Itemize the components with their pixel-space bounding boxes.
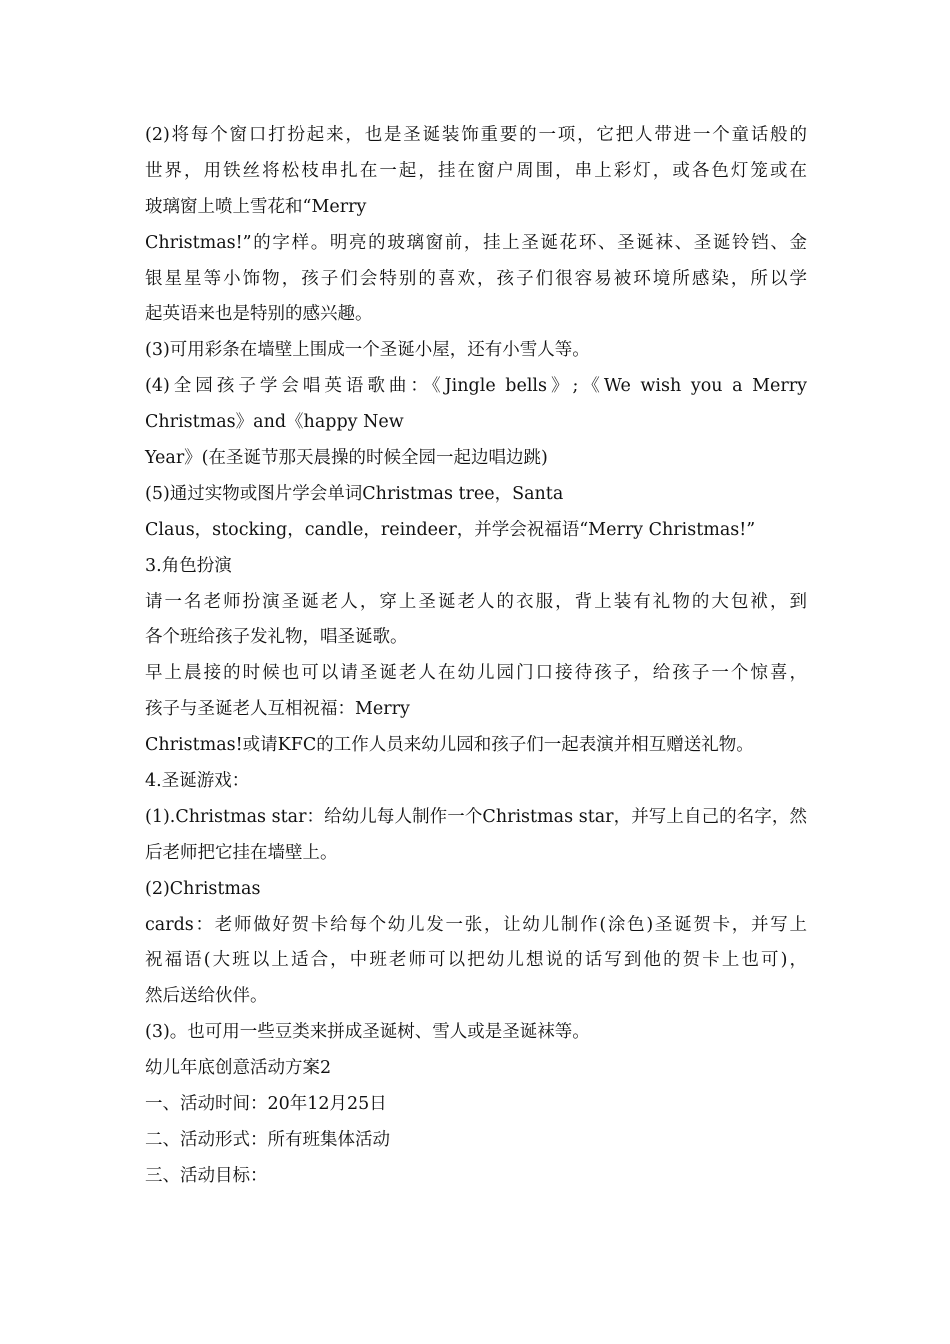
text-line: (2)将每个窗口打扮起来，也是圣诞装饰重要的一项，它把人带进一个童话般的 bbox=[145, 125, 807, 145]
text-line: 二、活动形式：所有班集体活动 bbox=[145, 1129, 390, 1150]
text-line: 孩子与圣诞老人互相祝福：Merry bbox=[145, 699, 410, 720]
text-line: cards：老师做好贺卡给每个幼儿发一张，让幼儿制作(涂色)圣诞贺卡，并写上 bbox=[145, 914, 807, 935]
text-line: Year》(在圣诞节那天晨操的时候全园一起边唱边跳) bbox=[145, 448, 548, 469]
text-line: 各个班给孩子发礼物，唱圣诞歌。 bbox=[145, 627, 408, 648]
text-line: 3.角色扮演 bbox=[145, 555, 232, 576]
text-line: 然后送给伙伴。 bbox=[145, 986, 268, 1007]
text-line: Claus，stocking，candle，reindeer，并学会祝福语“Merry Christmas!” bbox=[145, 519, 756, 540]
text-line: (4)全园孩子学会唱英语歌曲：《Jingle bells》;《We wish you a Merry bbox=[145, 376, 807, 397]
text-line: 三、活动目标： bbox=[145, 1165, 268, 1186]
text-line: 幼儿年底创意活动方案2 bbox=[145, 1058, 332, 1079]
text-line: (3)。也可用一些豆类来拼成圣诞树、雪人或是圣诞袜等。 bbox=[145, 1022, 590, 1043]
text-line: 请一名老师扮演圣诞老人，穿上圣诞老人的衣服，背上装有礼物的大包袱，到 bbox=[145, 591, 807, 612]
text-line: 后老师把它挂在墙壁上。 bbox=[145, 842, 338, 863]
text-line: (5)通过实物或图片学会单词Christmas tree，Santa bbox=[145, 483, 564, 504]
text-line: 玻璃窗上喷上雪花和“Merry bbox=[145, 196, 367, 217]
document-body bbox=[145, 118, 807, 1195]
text-line: Christmas》and《happy New bbox=[145, 412, 404, 433]
text-line: 一、活动时间：20年12月25日 bbox=[145, 1094, 387, 1115]
text-line: Christmas!”的字样。明亮的玻璃窗前，挂上圣诞花环、圣诞袜、圣诞铃铛、金 bbox=[145, 232, 807, 253]
text-line: 起英语来也是特别的感兴趣。 bbox=[145, 304, 373, 325]
text-line: 早上晨接的时候也可以请圣诞老人在幼儿园门口接待孩子，给孩子一个惊喜， bbox=[145, 663, 807, 684]
text-line: 银星星等小饰物，孩子们会特别的喜欢，孩子们很容易被环境所感染，所以学 bbox=[145, 268, 807, 289]
text-line: 世界，用铁丝将松枝串扎在一起，挂在窗户周围，串上彩灯，或各色灯笼或在 bbox=[145, 160, 807, 181]
text-line: 4.圣诞游戏： bbox=[145, 771, 250, 792]
text-line: (2)Christmas bbox=[145, 878, 261, 899]
text-line: (3)可用彩条在墙壁上围成一个圣诞小屋，还有小雪人等。 bbox=[145, 340, 590, 361]
text-line: 祝福语(大班以上适合，中班老师可以把幼儿想说的话写到他的贺卡上也可)， bbox=[145, 950, 807, 971]
text-line: Christmas!或请KFC的工作人员来幼儿园和孩子们一起表演并相互赠送礼物。 bbox=[145, 735, 754, 756]
text-line: (1).Christmas star：给幼儿每人制作一个Christmas star，并写上自己的名字，然 bbox=[145, 806, 807, 827]
